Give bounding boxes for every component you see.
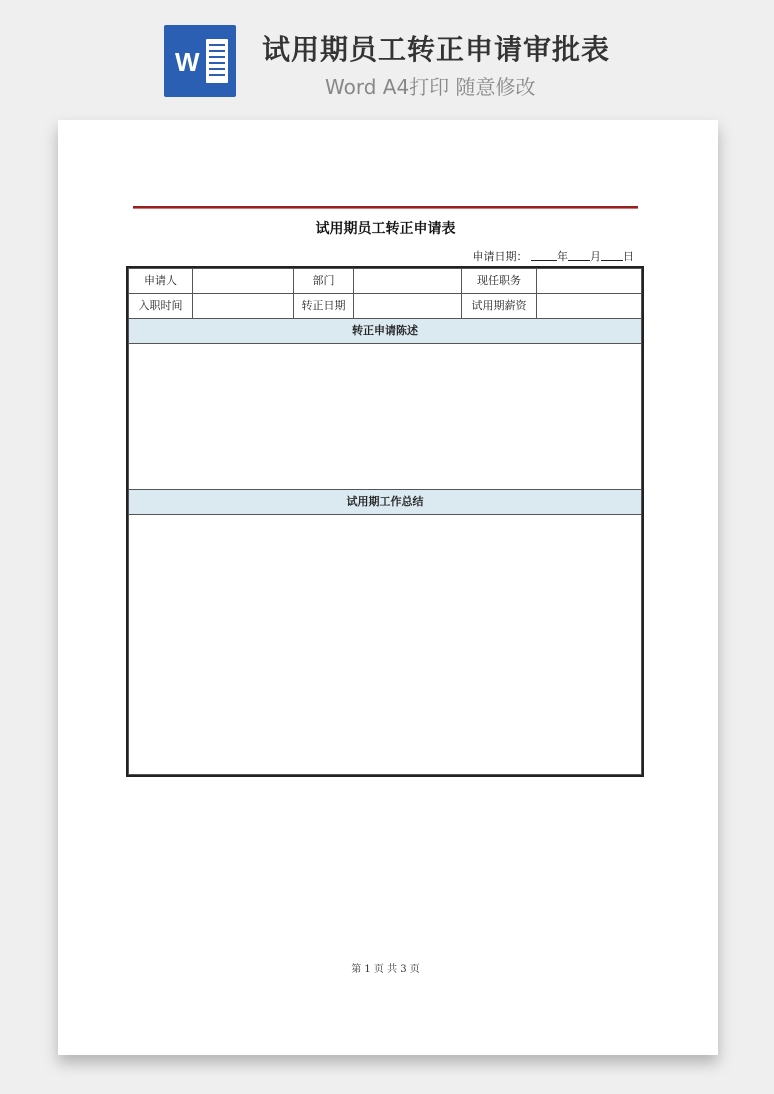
document-title: 试用期员工转正申请表 — [315, 221, 456, 237]
header-banner — [0, 0, 774, 110]
label-applicant: 申请人 — [129, 269, 193, 293]
label-hire-date: 入职时间 — [129, 294, 193, 318]
label-current-position: 现任职务 — [462, 269, 537, 293]
label-probation-salary: 试用期薪资 — [462, 294, 537, 318]
probation-salary-field[interactable] — [537, 294, 641, 318]
day-label: 日 — [623, 250, 634, 263]
regularization-date-field[interactable] — [354, 294, 462, 318]
apply-date — [473, 248, 635, 264]
title-rule — [133, 206, 638, 209]
section-work-summary-heading: 试用期工作总结 — [129, 490, 641, 515]
department-field[interactable] — [354, 269, 462, 293]
month-blank[interactable] — [568, 251, 590, 261]
form-row-1 — [129, 269, 641, 294]
work-summary-area[interactable] — [129, 515, 641, 773]
banner-subtitle: Word A4打印 随意修改 — [325, 75, 536, 99]
application-form — [126, 266, 644, 777]
year-blank[interactable] — [531, 251, 557, 261]
applicant-field[interactable] — [193, 269, 294, 293]
year-label: 年 — [557, 250, 568, 263]
application-statement-area[interactable] — [129, 344, 641, 490]
form-row-2 — [129, 294, 641, 319]
section-application-statement-heading: 转正申请陈述 — [129, 319, 641, 344]
banner-title: 试用期员工转正申请审批表 — [262, 33, 611, 66]
label-regularization-date: 转正日期 — [294, 294, 354, 318]
label-department: 部门 — [294, 269, 354, 293]
hire-date-field[interactable] — [193, 294, 294, 318]
apply-date-label: 申请日期： — [472, 250, 528, 263]
word-logo-icon — [164, 25, 236, 97]
logo-letter: W — [175, 47, 200, 77]
month-label: 月 — [590, 250, 601, 263]
document-page — [58, 120, 718, 1055]
watermark — [89, 480, 118, 515]
current-position-field[interactable] — [537, 269, 641, 293]
day-blank[interactable] — [601, 251, 623, 261]
page-indicator: 第 1 页 共 3 页 — [351, 964, 420, 975]
